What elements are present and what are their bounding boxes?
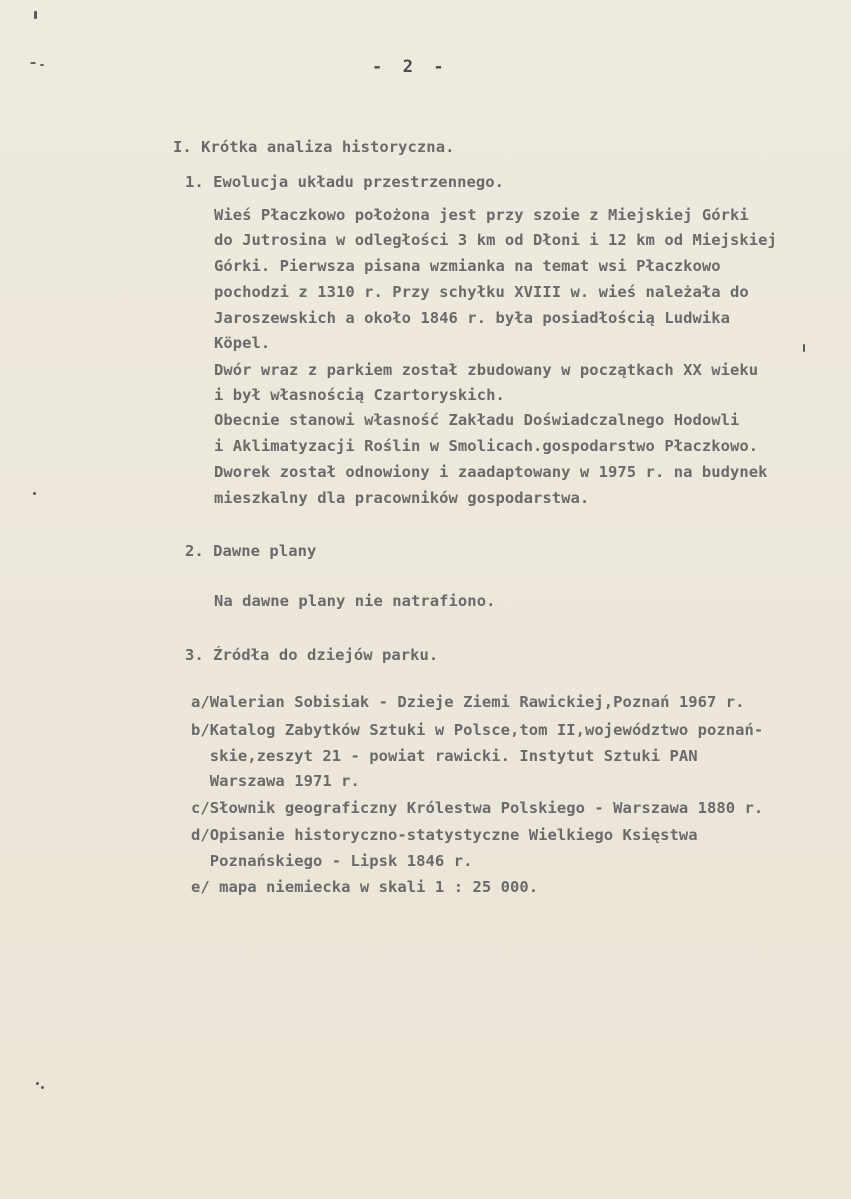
body-line: Wieś Płaczkowo położona jest przy szoie z Miejskiej Górki <box>214 206 749 224</box>
subsection-heading-2: 2. Dawne plany <box>185 542 317 560</box>
source-item: e/ mapa niemiecka w skali 1 : 25 000. <box>191 878 539 896</box>
body-line: i Aklimatyzacji Roślin w Smolicach.gospodarstwo Płaczkowo. <box>214 437 759 455</box>
source-item: Poznańskiego - Lipsk 1846 r. <box>191 852 473 870</box>
body-line: Górki. Pierwsza pisana wzmianka na temat wsi Płaczkowo <box>214 257 721 275</box>
body-line: Obecnie stanowi własność Zakładu Doświadczalnego Hodowli <box>214 411 740 429</box>
margin-speck <box>33 492 36 495</box>
margin-speck <box>803 344 805 352</box>
body-line: pochodzi z 1310 r. Przy schyłku XVIII w. wieś należała do <box>214 283 749 301</box>
body-line: Jaroszewskich a około 1846 r. była posiadłością Ludwika <box>214 309 730 327</box>
body-line: i był własnością Czartoryskich. <box>214 386 505 404</box>
margin-speck <box>34 11 37 19</box>
body-line: Köpel. <box>214 334 271 352</box>
body-line: do Jutrosina w odległości 3 km od Dłoni i 12 km od Miejskiej <box>214 231 777 249</box>
margin-speck <box>41 1086 44 1089</box>
source-item: a/Walerian Sobisiak - Dzieje Ziemi Rawickiej,Poznań 1967 r. <box>191 693 745 711</box>
source-item: skie,zeszyt 21 - powiat rawicki. Instytut Sztuki PAN <box>191 747 698 765</box>
subsection-2-text: Na dawne plany nie natrafiono. <box>214 592 496 610</box>
source-item: d/Opisanie historyczno-statystyczne Wielkiego Księstwa <box>191 826 698 844</box>
source-item: b/Katalog Zabytków Sztuki w Polsce,tom II,województwo poznań- <box>191 721 764 739</box>
subsection-heading-3: 3. Źródła do dziejów parku. <box>185 646 439 664</box>
source-item: c/Słownik geograficzny Królestwa Polskiego - Warszawa 1880 r. <box>191 799 764 817</box>
page-number: - 2 - <box>372 57 444 77</box>
margin-speck <box>40 64 44 66</box>
section-title: I. Krótka analiza historyczna. <box>173 138 455 156</box>
margin-speck <box>30 62 36 64</box>
body-line: Dworek został odnowiony i zaadaptowany w 1975 r. na budynek <box>214 463 768 481</box>
body-line: mieszkalny dla pracowników gospodarstwa. <box>214 489 590 507</box>
body-line: Dwór wraz z parkiem został zbudowany w początkach XX wieku <box>214 361 759 379</box>
margin-speck <box>36 1082 39 1085</box>
subsection-heading-1: 1. Ewolucja układu przestrzennego. <box>185 173 504 191</box>
source-item: Warszawa 1971 r. <box>191 772 360 790</box>
